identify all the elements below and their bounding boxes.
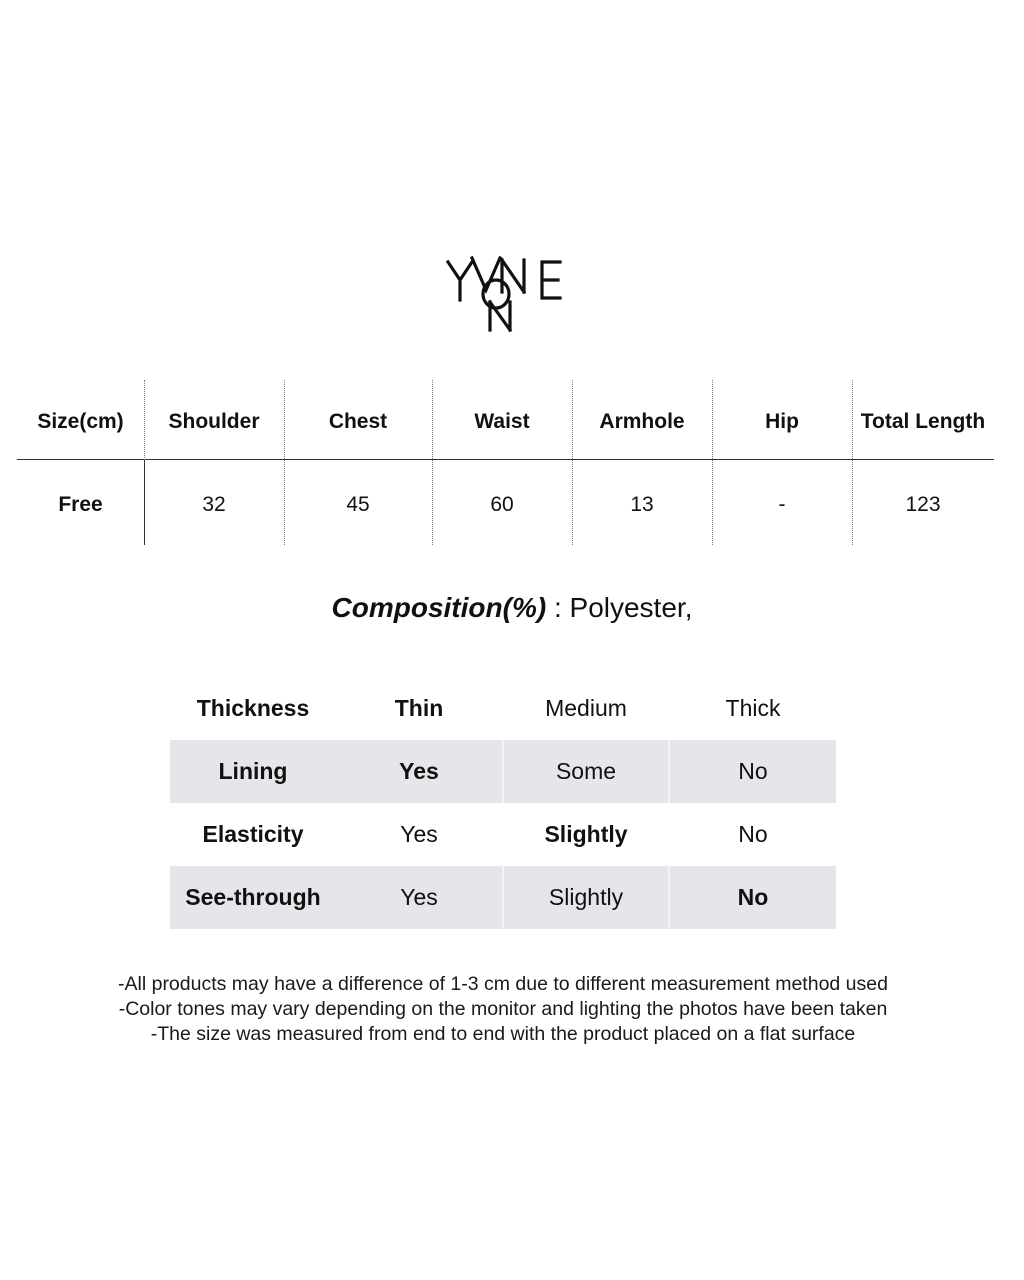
- note-line: -The size was measured from end to end with the product placed on a flat surface: [150, 1023, 856, 1045]
- size-header-size: Size(cm): [37, 410, 124, 433]
- fabric-option: Some: [555, 758, 617, 784]
- note-line: -Color tones may vary depending on the monitor and lighting the photos have been taken: [118, 998, 888, 1020]
- fabric-row-lining: [170, 740, 836, 803]
- size-table: [17, 380, 994, 545]
- fabric-option: Medium: [545, 695, 627, 721]
- size-table-header-row: [17, 380, 994, 460]
- brand-logo-mark: [442, 252, 572, 334]
- column-divider: [712, 380, 713, 545]
- size-cell-total-length: 123: [905, 492, 941, 516]
- fabric-row-see-through: [170, 866, 836, 929]
- note-line: -All products may have a difference of 1-3 cm due to different measurement method used: [118, 973, 888, 995]
- size-cell-waist: 60: [490, 492, 514, 516]
- fabric-option-selected: Thin: [394, 695, 444, 721]
- fabric-option-selected: Yes: [399, 758, 439, 784]
- composition-separator: :: [546, 592, 570, 623]
- fabric-attribute: Lining: [218, 758, 288, 784]
- column-divider: [144, 380, 145, 460]
- fabric-attribute: See-through: [185, 884, 321, 910]
- size-cell-hip: -: [778, 492, 786, 516]
- size-header-shoulder: Shoulder: [168, 410, 260, 433]
- fabric-option: No: [738, 821, 768, 847]
- column-divider: [432, 380, 433, 545]
- fabric-option: Slightly: [548, 884, 624, 910]
- fabric-option-selected: No: [737, 884, 769, 910]
- size-table-row: [17, 460, 994, 545]
- composition-label: Composition(%): [331, 592, 547, 623]
- fabric-row-thickness: [170, 677, 836, 740]
- brand-logo: [442, 252, 572, 334]
- size-table-first-column-divider: [144, 460, 145, 545]
- size-header-armhole: Armhole: [599, 410, 685, 433]
- fabric-row-elasticity: [170, 803, 836, 866]
- measurement-notes: [0, 972, 1006, 1047]
- composition-line: [0, 592, 1024, 624]
- fabric-attribute: Thickness: [196, 695, 310, 721]
- fabric-attribute: Elasticity: [202, 821, 304, 847]
- fabric-option: Yes: [400, 821, 438, 847]
- column-divider: [852, 380, 853, 545]
- column-divider: [284, 380, 285, 545]
- fabric-option: Thick: [725, 695, 781, 721]
- fabric-option: Yes: [400, 884, 438, 910]
- size-cell-shoulder: 32: [202, 492, 226, 516]
- composition-value: Polyester,: [569, 592, 693, 623]
- size-cell-armhole: 13: [630, 492, 654, 516]
- fabric-option-selected: Slightly: [544, 821, 628, 847]
- size-cell-size: Free: [58, 492, 103, 516]
- size-header-chest: Chest: [328, 410, 388, 433]
- column-divider: [572, 380, 573, 545]
- fabric-properties-table: [170, 677, 836, 929]
- size-cell-chest: 45: [346, 492, 370, 516]
- size-header-waist: Waist: [474, 410, 530, 433]
- fabric-option: No: [738, 758, 768, 784]
- size-header-total-length: Total Length: [860, 410, 986, 433]
- size-header-hip: Hip: [765, 410, 799, 433]
